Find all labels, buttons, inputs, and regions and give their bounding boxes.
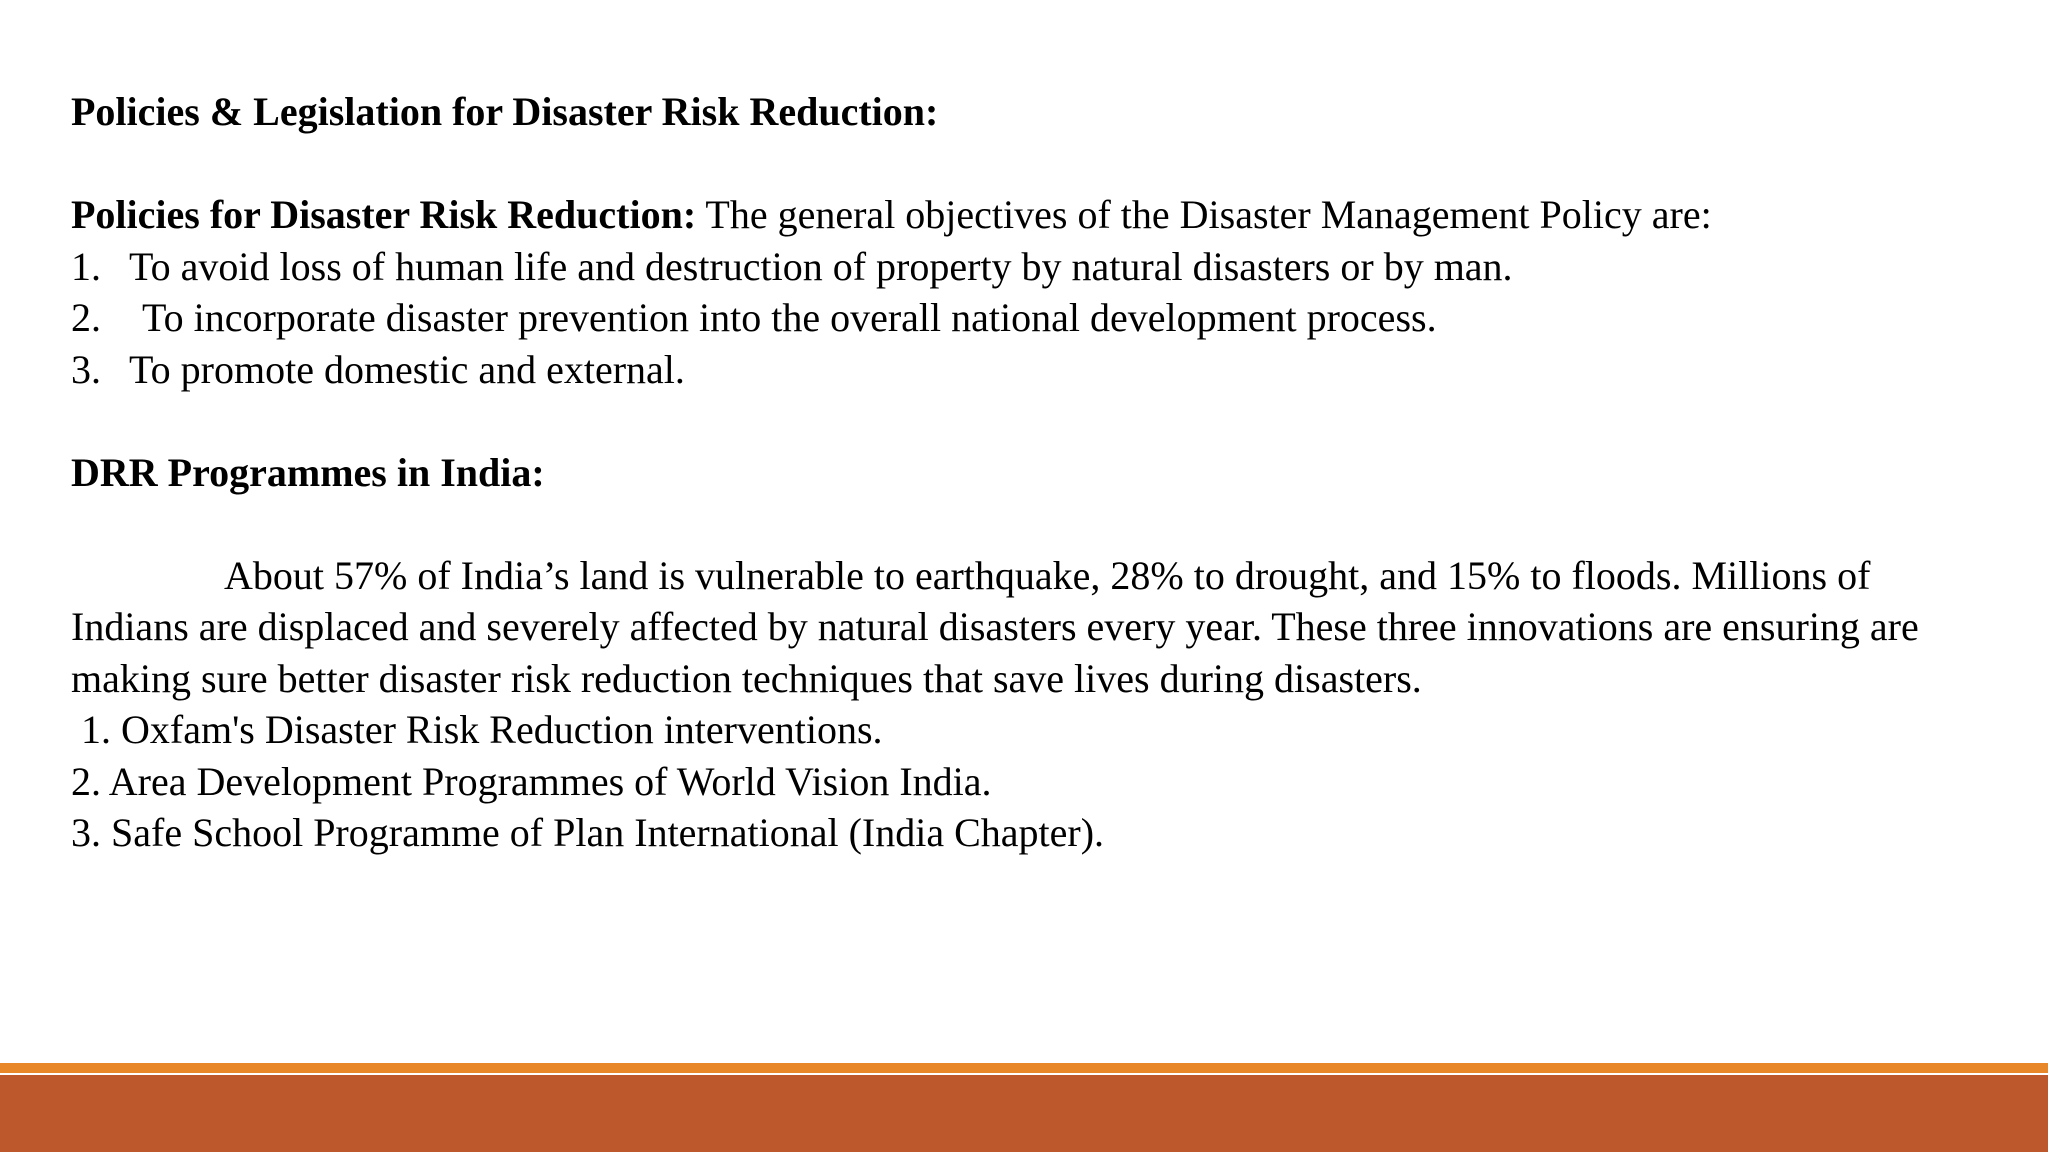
footer-accent-thick-bar bbox=[0, 1075, 2048, 1152]
drr-paragraph bbox=[71, 550, 1951, 705]
policy-item-number: 3. bbox=[71, 346, 101, 392]
slide-content bbox=[71, 86, 1991, 859]
programme-item-1: 1. Oxfam's Disaster Risk Reduction interventions. bbox=[81, 707, 883, 752]
policy-item-text: To avoid loss of human life and destruction of property by natural disasters or by man. bbox=[129, 243, 1513, 289]
policy-item-number: 1. bbox=[71, 243, 101, 289]
drr-heading: DRR Programmes in India: bbox=[71, 449, 545, 495]
policy-item-2 bbox=[71, 292, 1991, 344]
main-heading: Policies & Legislation for Disaster Risk Reduction: bbox=[71, 89, 939, 134]
programme-item-2: 2. Area Development Programmes of World Vision India. bbox=[71, 758, 992, 804]
spacer bbox=[71, 498, 1991, 550]
policy-item-text: To incorporate disaster prevention into the overall national development process. bbox=[142, 295, 1437, 340]
spacer bbox=[71, 395, 1991, 447]
policies-intro-line bbox=[71, 189, 1991, 241]
spacer bbox=[71, 138, 1991, 190]
drr-paragraph-text: About 57% of India’s land is vulnerable to earthquake, 28% to drought, and 15% to floods. Millions of Indians are displaced and severely affected by natural disasters every year. These three innovations are ensuring are making sure better disaster risk reduction techniques that save lives during disasters. bbox=[71, 552, 1919, 701]
policy-item-number: 2. bbox=[71, 295, 101, 340]
policy-item-3 bbox=[71, 344, 1991, 396]
footer-accent-thin-bar bbox=[0, 1063, 2048, 1073]
policies-intro: The general objectives of the Disaster Management Policy are: bbox=[696, 192, 1712, 237]
policy-item-text: To promote domestic and external. bbox=[129, 346, 685, 392]
programme-item-3: 3. Safe School Programme of Plan International (India Chapter). bbox=[71, 810, 1105, 855]
policies-label: Policies for Disaster Risk Reduction: bbox=[71, 192, 697, 237]
policy-item-1 bbox=[71, 241, 1991, 293]
